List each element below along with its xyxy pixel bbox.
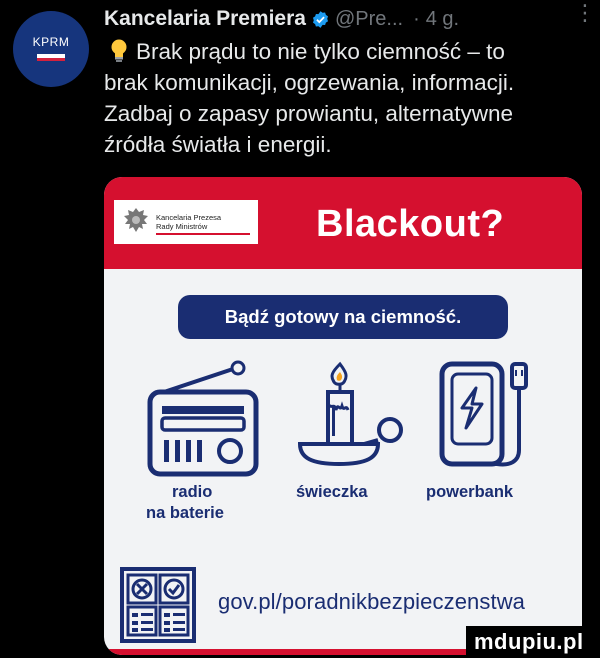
candle-icon xyxy=(294,360,414,470)
card-subtitle-pill: Bądź gotowy na ciemność. xyxy=(178,295,508,339)
qr-code-icon xyxy=(120,567,196,643)
post-time[interactable]: 4 g. xyxy=(425,7,460,30)
post-text-line: Brak prądu to nie tylko ciemność – to xyxy=(136,39,505,64)
verified-badge-icon xyxy=(311,10,330,29)
logo-underline xyxy=(156,233,250,235)
post-text-line: brak komunikacji, ogrzewania, informacji. xyxy=(104,70,515,95)
post-text xyxy=(104,36,584,160)
avatar-label: KPRM xyxy=(32,35,70,49)
watermark-text: mdupiu.pl xyxy=(474,629,584,654)
lightbulb-icon xyxy=(110,39,128,63)
flag-red-stripe xyxy=(37,58,65,61)
item-label-radio-line2: na baterie xyxy=(146,504,224,522)
item-label-line: radio xyxy=(172,483,213,501)
post-text-line: źródła światła i energii. xyxy=(104,132,332,157)
author-handle[interactable]: @Pre... xyxy=(334,7,404,30)
post-header xyxy=(104,4,592,34)
avatar[interactable] xyxy=(13,11,89,87)
separator-dot: · xyxy=(413,7,420,30)
logo-text-line1: Kancelaria Prezesa xyxy=(156,213,222,222)
radio-icon xyxy=(146,360,264,480)
kprm-logo xyxy=(114,200,258,244)
powerbank-icon xyxy=(436,360,546,470)
card-header xyxy=(104,177,582,269)
item-label-powerbank: powerbank xyxy=(426,483,514,501)
author-name[interactable]: Kancelaria Premiera xyxy=(104,7,306,30)
item-label-candle: świeczka xyxy=(296,483,368,501)
post-text-line: Zadbaj o zapasy prowiantu, alternatywne xyxy=(104,101,513,126)
card-headline: Blackout? xyxy=(316,203,505,245)
post-image[interactable] xyxy=(104,177,582,655)
logo-text-line2: Rady Ministrów xyxy=(156,222,208,231)
watermark xyxy=(466,626,600,658)
more-options-icon[interactable]: ⋮ xyxy=(574,0,594,25)
guide-url: gov.pl/poradnikbezpieczenstwa xyxy=(218,589,526,614)
eagle-emblem-icon xyxy=(120,205,152,239)
item-label-radio xyxy=(172,483,212,502)
